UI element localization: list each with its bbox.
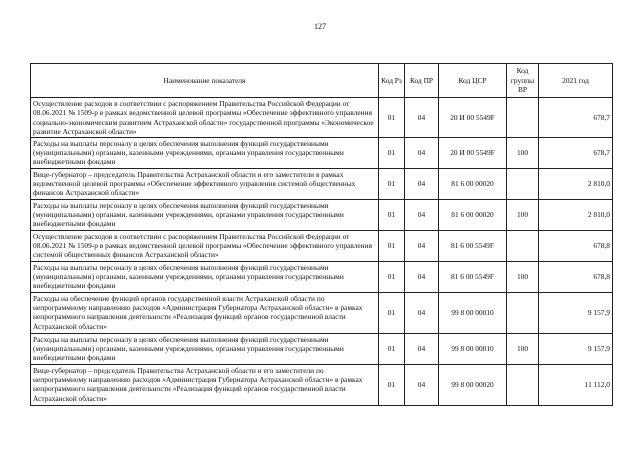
row-amount: 9 157,9 <box>539 292 613 333</box>
table-row <box>31 292 613 333</box>
row-pr: 04 <box>405 364 439 405</box>
header-name: Наименование показателя <box>31 64 379 98</box>
row-csr: 81 6 00 5549F <box>439 230 507 261</box>
row-vr: 100 <box>507 333 539 364</box>
row-csr: 99 8 00 00010 <box>439 333 507 364</box>
table-row <box>31 261 613 292</box>
header-rz: Код Рз <box>379 64 405 98</box>
row-rz: 01 <box>379 137 405 168</box>
page-number: 127 <box>314 22 326 31</box>
row-csr: 99 8 00 00010 <box>439 292 507 333</box>
row-vr: 100 <box>507 199 539 230</box>
row-name: Расходы на выплаты персоналу в целях обеспечения выполнения функций государственными (муниципальными) органами, казенными учреждениями, органами управления государственными внебюджетными фондами <box>31 137 379 168</box>
row-pr: 04 <box>405 168 439 199</box>
row-pr: 04 <box>405 137 439 168</box>
budget-table <box>30 63 613 406</box>
header-csr: Код ЦСР <box>439 64 507 98</box>
table-row <box>31 199 613 230</box>
row-pr: 04 <box>405 333 439 364</box>
row-vr: 100 <box>507 261 539 292</box>
row-pr: 04 <box>405 230 439 261</box>
row-vr <box>507 364 539 405</box>
row-rz: 01 <box>379 168 405 199</box>
row-csr: 81 6 00 00020 <box>439 199 507 230</box>
table-row <box>31 230 613 261</box>
row-rz: 01 <box>379 98 405 138</box>
row-pr: 04 <box>405 199 439 230</box>
row-vr <box>507 292 539 333</box>
row-rz: 01 <box>379 333 405 364</box>
row-amount: 678,7 <box>539 137 613 168</box>
row-name: Вице-губернатор – председатель Правительства Астраханской области и его заместители по непрограммному направлению расходов «Администрация Губернатора Астраханской области» в рамках непрограммного направления деятельности «Реализация функций органов государственной власти Астраханской области» <box>31 364 379 405</box>
row-rz: 01 <box>379 199 405 230</box>
table-row <box>31 98 613 138</box>
row-amount: 11 112,0 <box>539 364 613 405</box>
header-pr: Код ПР <box>405 64 439 98</box>
table-row <box>31 168 613 199</box>
row-csr: 99 8 00 00020 <box>439 364 507 405</box>
row-amount: 678,7 <box>539 98 613 138</box>
row-pr: 04 <box>405 98 439 138</box>
header-vr: Код группы ВР <box>507 64 539 98</box>
row-vr <box>507 98 539 138</box>
row-name: Осуществление расходов в соответствии с распоряжением Правительства Российской Федерации от 08.06.2021 № 1509-р в рамках ведомственной целевой программы «Обеспечение эффективного управления системой общественных финансов Астраханской области» <box>31 230 379 261</box>
row-vr <box>507 230 539 261</box>
row-name: Расходы на выплаты персоналу в целях обеспечения выполнения функций государственными (муниципальными) органами, казенными учреждениями, органами управления государственными внебюджетными фондами <box>31 199 379 230</box>
header-year: 2021 год <box>539 64 613 98</box>
row-rz: 01 <box>379 292 405 333</box>
row-csr: 81 6 00 5549F <box>439 261 507 292</box>
row-csr: 20 И 00 5549F <box>439 137 507 168</box>
row-vr: 100 <box>507 137 539 168</box>
row-csr: 81 6 00 00020 <box>439 168 507 199</box>
row-name: Расходы на выплаты персоналу в целях обеспечения выполнения функций государственными (муниципальными) органами, казенными учреждениями, органами управления государственными внебюджетными фондами <box>31 333 379 364</box>
row-rz: 01 <box>379 364 405 405</box>
row-amount: 678,8 <box>539 230 613 261</box>
row-csr: 20 И 00 5549F <box>439 98 507 138</box>
row-name: Расходы на обеспечение функций органов государственной власти Астраханской области по непрограммному направлению расходов «Администрация Губернатора Астраханской области» в рамках непрограммного направления деятельности «Реализация функций органов государственной власти Астраханской области» <box>31 292 379 333</box>
row-rz: 01 <box>379 230 405 261</box>
row-vr <box>507 168 539 199</box>
row-name: Вице-губернатор – председатель Правительства Астраханской области и его заместители в рамках ведомственной целевой программы «Обеспечение эффективного управления системой общественных финансов Астраханской области» <box>31 168 379 199</box>
table-row <box>31 364 613 405</box>
row-pr: 04 <box>405 261 439 292</box>
table-header-row <box>31 64 613 98</box>
row-rz: 01 <box>379 261 405 292</box>
row-amount: 2 810,0 <box>539 199 613 230</box>
row-amount: 2 810,0 <box>539 168 613 199</box>
row-pr: 04 <box>405 292 439 333</box>
table-row <box>31 333 613 364</box>
row-name: Расходы на выплаты персоналу в целях обеспечения выполнения функций государственными (муниципальными) органами, казенными учреждениями, органами управления государственными внебюджетными фондами <box>31 261 379 292</box>
table-row <box>31 137 613 168</box>
row-amount: 9 157,9 <box>539 333 613 364</box>
row-name: Осуществление расходов в соответствии с распоряжением Правительства Российской Федерации от 08.06.2021 № 1509-р в рамках ведомственной целевой программы «Обеспечение эффективного управления социально-экономическим развитием Астраханской области» государственной программы «Экономическое развитие Астраханской области» <box>31 98 379 138</box>
row-amount: 678,8 <box>539 261 613 292</box>
